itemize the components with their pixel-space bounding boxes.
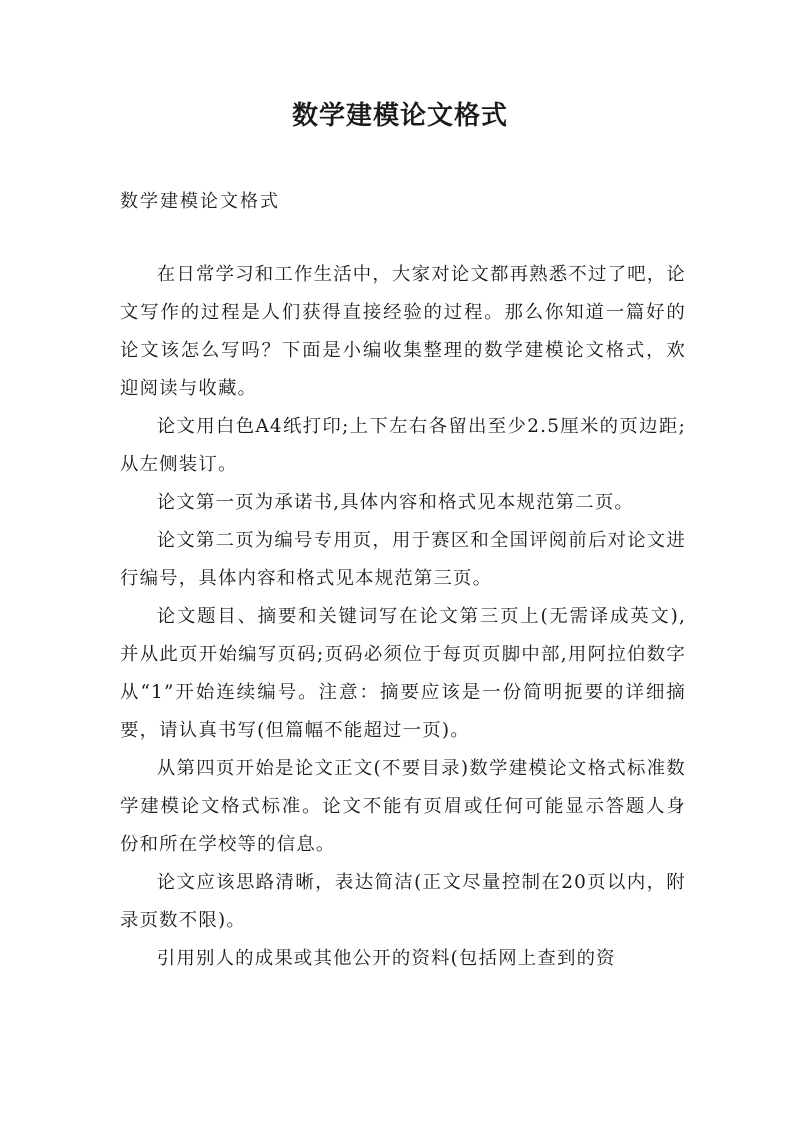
paragraph-paper-size: 论文用白色A4纸打印;上下左右各留出至少2.5厘米的页边距;从左侧装订。 bbox=[120, 416, 686, 475]
paragraph-clarity: 论文应该思路清晰，表达简洁(正文尽量控制在20页以内，附录页数不限)。 bbox=[120, 872, 686, 931]
paragraph-third-page: 论文题目、摘要和关键词写在论文第三页上(无需译成英文),并从此页开始编写页码;页码必须位于每页页脚中部,用阿拉伯数字从“1”开始连续编号。注意：摘要应该是一份简明扼要的详细摘要，请认真书写(但篇幅不能超过一页)。 bbox=[120, 606, 686, 741]
paragraph-second-page: 论文第二页为编号专用页，用于赛区和全国评阅前后对论文进行编号，具体内容和格式见本规范第三页。 bbox=[120, 530, 686, 589]
document-title: 数学建模论文格式 bbox=[291, 101, 508, 131]
document-subtitle: 数学建模论文格式 bbox=[120, 191, 280, 212]
paragraph-first-page: 论文第一页为承诺书,具体内容和格式见本规范第二页。 bbox=[156, 492, 635, 513]
document-body bbox=[120, 256, 686, 978]
paragraph-intro: 在日常学习和工作生活中，大家对论文都再熟悉不过了吧，论文写作的过程是人们获得直接经验的过程。那么你知道一篇好的论文该怎么写吗？下面是小编收集整理的数学建模论文格式，欢迎阅读与收藏。 bbox=[120, 264, 686, 399]
paragraph-citation: 引用别人的成果或其他公开的资料(包括网上查到的资 bbox=[156, 948, 616, 969]
paragraph-fourth-page: 从第四页开始是论文正文(不要目录)数学建模论文格式标准数学建模论文格式标准。论文不能有页眉或任何可能显示答题人身份和所在学校等的信息。 bbox=[120, 758, 686, 855]
